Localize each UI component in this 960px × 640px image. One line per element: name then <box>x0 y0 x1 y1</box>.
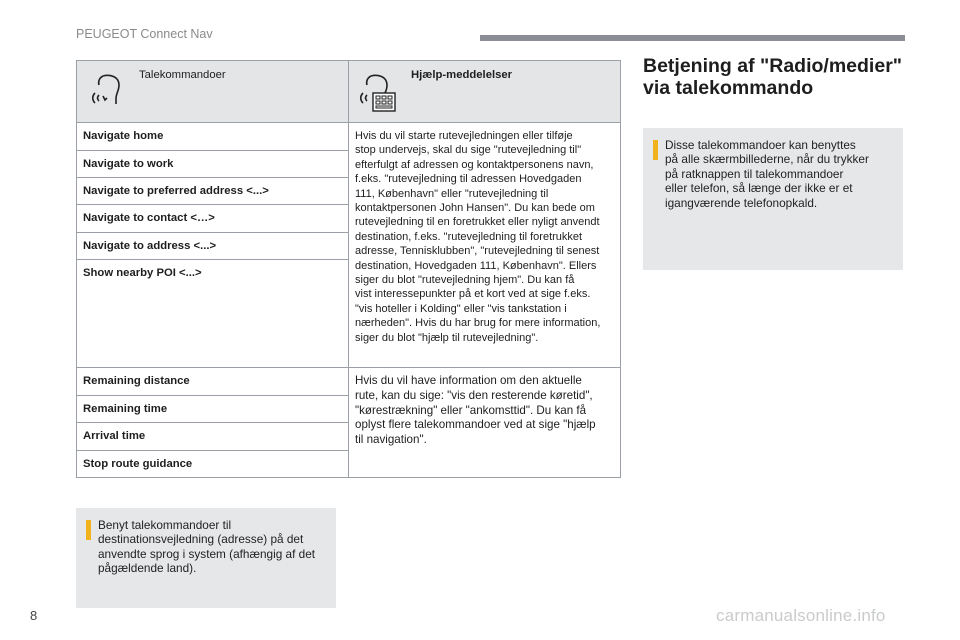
voice-command-table <box>76 60 621 478</box>
footer-watermark: carmanualsonline.info <box>716 606 886 625</box>
table-header-row <box>77 61 621 123</box>
table-header-commands <box>77 61 349 123</box>
help-text-route-info: Hvis du vil have information om den aktuelle rute, kan du sige: "vis den resterende køretid", "kørestrækning" eller "ankomsttid". Du kan få oplyst flere talekommandoer ved at sige "hjælp til navigation". <box>349 368 621 478</box>
column-header-hjaelp: Hjælp-meddelelser <box>411 69 513 81</box>
table-row <box>77 123 621 151</box>
voice-command-icon <box>89 73 125 110</box>
page-number: 8 <box>30 608 38 623</box>
page-header-title: PEUGEOT Connect Nav <box>76 27 213 41</box>
command-remaining-distance: Remaining distance <box>83 375 190 387</box>
note-accent-bar <box>86 520 91 540</box>
command-navigate-address: Navigate to address <...> <box>83 240 217 252</box>
page-header-bar <box>480 35 905 41</box>
voice-help-icon <box>357 73 399 116</box>
note-box-right <box>643 128 903 270</box>
command-stop-guidance: Stop route guidance <box>83 458 193 470</box>
column-header-talekommandoer: Talekommandoer <box>139 69 226 81</box>
table-row <box>77 368 621 396</box>
table-header-help <box>349 61 621 123</box>
command-navigate-home: Navigate home <box>83 130 164 142</box>
note-text-right: Disse talekommandoer kan benyttes på alle skærmbillederne, når du trykker på ratknappen til talekommandoer eller telefon, så længe der ikke er et igangværende telefonopkald. <box>665 138 869 210</box>
note-accent-bar <box>653 140 658 160</box>
note-box-left <box>76 508 336 608</box>
command-show-poi: Show nearby POI <...> <box>83 267 202 279</box>
command-navigate-preferred: Navigate to preferred address <...> <box>83 185 269 197</box>
note-text-left: Benyt talekommandoer til destinationsvejledning (adresse) på det anvendte sprog i system (afhængig af det pågældende land). <box>98 518 316 576</box>
command-navigate-contact: Navigate to contact <…> <box>83 212 215 224</box>
command-remaining-time: Remaining time <box>83 403 168 415</box>
command-arrival-time: Arrival time <box>83 430 146 442</box>
section-title: Betjening af "Radio/medier" via talekommando <box>643 55 903 99</box>
help-text-navigation: Hvis du vil starte rutevejledningen eller tilføje stop undervejs, skal du sige "rutevejledning til" efterfulgt af adressen og kontaktpersonens navn, f.eks. "rutevejledning til adressen Hovedgaden 111, København" eller "rutevejledning til kontaktpersonen John Hansen". Du kan bede om rutevejledning til en foretrukket eller nyligt anvendt destination, f.eks. "rutevejledning til foretrukket adresse, Tennisklubben", "rutevejledning til senest destination, Hovedgaden 111, København". Ellers siger du blot "rutevejledning hjem". Du kan få vist interessepunkter på et kort ved at sige f.eks. "vis hoteller i Kolding" eller "vis tankstation i nærheden". Hvis du har brug for mere information, siger du blot "hjælp til rutevejledning". <box>349 123 621 368</box>
command-navigate-work: Navigate to work <box>83 158 174 170</box>
